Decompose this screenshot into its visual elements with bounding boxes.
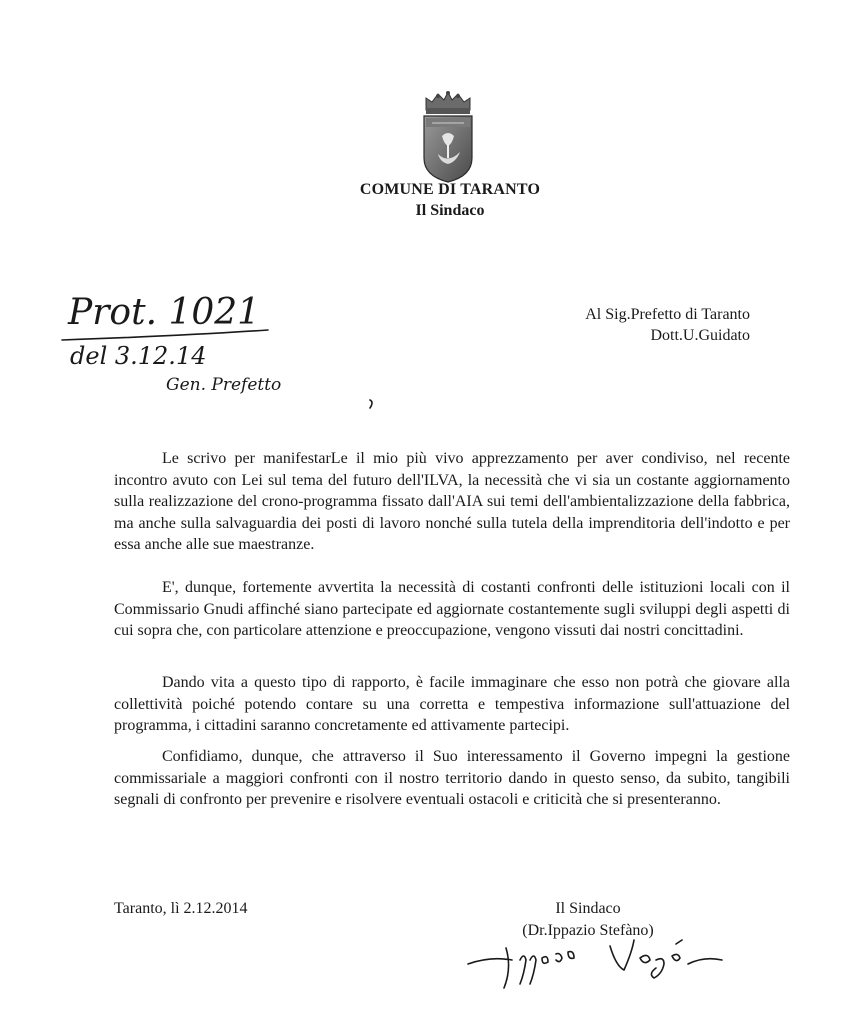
coat-of-arms-emblem xyxy=(412,88,484,184)
annotation-line1: Prot. 1021 xyxy=(68,292,261,333)
signatory-title: Il Sindaco xyxy=(555,900,621,917)
signatory-name: (Dr.Ippazio Stefàno) xyxy=(522,922,654,939)
place-date: Taranto, lì 2.12.2014 xyxy=(114,900,248,917)
body-paragraph-2: E', dunque, fortemente avvertita la necessità di costanti confronti delle istituzioni locali con il Commissario Gnudi affinché siano partecipate ed aggiornate costantemente sugli sviluppi degli aspetti di cui sopra che, con particolare attenzione e preoccupazione, vengono vissuti dai nostri concittadini. xyxy=(114,579,790,639)
organization-name: COMUNE DI TARANTO xyxy=(359,181,541,198)
recipient-block xyxy=(520,304,750,346)
recipient-line2: Dott.U.Guidato xyxy=(650,327,750,344)
organization-role: Il Sindaco xyxy=(415,202,485,219)
body-paragraph-3: Dando vita a questo tipo di rapporto, è facile immaginare che esso non potrà che giovare alla collettività poiché potendo contare su una corretta e tempestiva informazione sull'attuazione del programma, i cittadini saranno concretamente ed attivamente partecipi. xyxy=(114,674,790,734)
body-paragraph-1: Le scrivo per manifestarLe il mio più vivo apprezzamento per aver condiviso, nel recente incontro avuto con Lei sul tema del futuro dell'ILVA, la necessità che vi sia un costante aggiornamento sulla realizzazione del crono-programma fissato dall'AIA sui temi dell'ambientalizzazione della fabbrica, ma anche sulla salvaguardia dei posti di lavoro nonché sulla tutela della imprenditoria dell'indotto e per essa anche alle sue maestranze. xyxy=(114,450,790,553)
handwritten-signature xyxy=(460,930,730,1000)
recipient-line1: Al Sig.Prefetto di Taranto xyxy=(585,306,750,323)
handwritten-protocol-annotation xyxy=(58,272,398,422)
annotation-line3: Gen. Prefetto xyxy=(166,375,282,395)
body-paragraph-4: Confidiamo, dunque, che attraverso il Suo interessamento il Governo impegni la gestione commissariale a maggiori confronti con il nostro territorio dando in questo senso, da subito, tangibili segnali di confronto per prevenire e risolvere eventuali ostacoli e criticità che si presenteranno. xyxy=(114,748,790,808)
annotation-line2: del 3.12.14 xyxy=(70,342,207,370)
